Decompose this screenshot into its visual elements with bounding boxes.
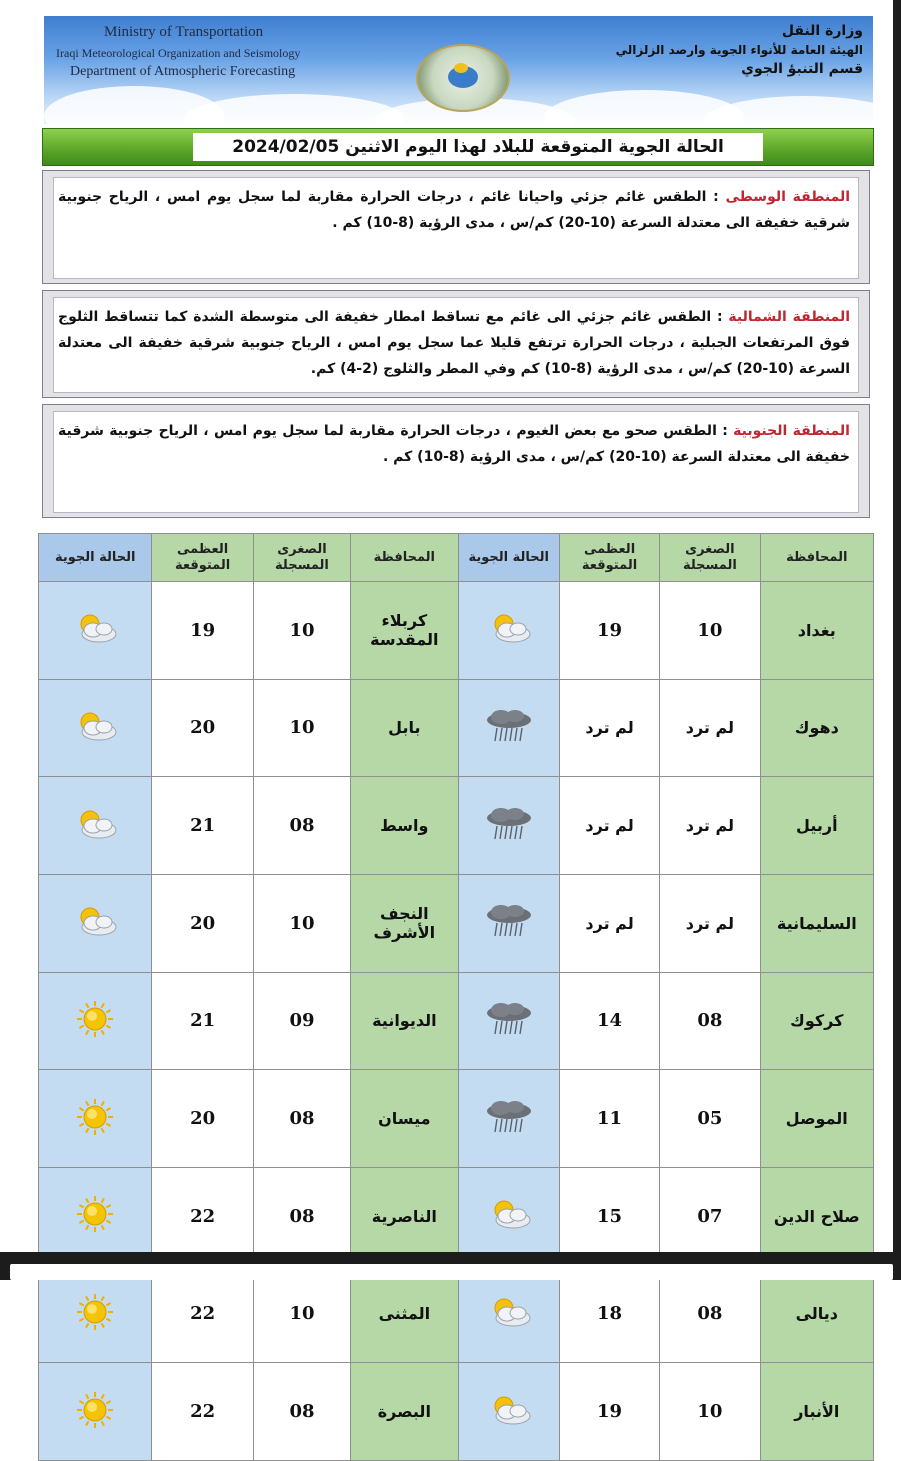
table-row: [39, 777, 874, 875]
table-row: [39, 582, 874, 680]
partly-cloudy-icon: [485, 1197, 533, 1235]
partly-cloudy-icon: [71, 611, 119, 649]
province-name: البصرة: [351, 1363, 458, 1461]
province-name: بابل: [351, 679, 458, 777]
max-temp: 20: [152, 1070, 253, 1168]
sun-icon: [75, 1097, 115, 1141]
province-name: بغداد: [760, 582, 873, 680]
partly-cloudy-icon: [71, 709, 119, 747]
header-max: العظمى المتوقعة: [152, 534, 253, 582]
max-temp: 15: [559, 1167, 659, 1265]
header-min: الصغرى المسجلة: [660, 534, 760, 582]
min-temp: 08: [660, 972, 760, 1070]
province-name: دهوك: [760, 679, 873, 777]
partly-cloudy-icon: [485, 1295, 533, 1333]
min-temp: 10: [660, 582, 760, 680]
department-name-ar: قسم التنبؤ الجوي: [741, 61, 863, 77]
ministry-name-ar: وزارة النقل: [781, 23, 863, 39]
max-temp: 14: [559, 972, 659, 1070]
header-province: المحافظة: [760, 534, 873, 582]
max-temp: 22: [152, 1265, 253, 1363]
min-temp: 07: [660, 1167, 760, 1265]
province-name: السليمانية: [760, 874, 873, 972]
frame-edge: [10, 1264, 893, 1280]
organization-name: Iraqi Meteorological Organization and Seismology: [56, 46, 301, 60]
max-temp: 20: [152, 874, 253, 972]
province-name: كركوك: [760, 972, 873, 1070]
header-province: المحافظة: [351, 534, 458, 582]
max-temp: لم ترد: [559, 679, 659, 777]
rain-cloud-icon: [483, 1001, 535, 1041]
sun-icon: [75, 1390, 115, 1434]
rain-cloud-icon: [483, 708, 535, 748]
max-temp: 22: [152, 1363, 253, 1461]
table-row: [39, 972, 874, 1070]
department-name: Department of Atmospheric Forecasting: [70, 64, 296, 79]
header-banner: [44, 16, 873, 124]
min-temp: 10: [253, 582, 350, 680]
region-text: الطقس صحو مع بعض الغيوم ، درجات الحرارة مقاربة لما سجل يوم امس ، الرياح جنوبية شرقية خفيفة الى معتدلة السرعة (10-20) كم/س ، مدى الرؤية (8-10) كم .: [58, 423, 850, 465]
min-temp: 08: [253, 1363, 350, 1461]
min-temp: 05: [660, 1070, 760, 1168]
region-text: الطقس غائم جزئي واحيانا غائم ، درجات الحرارة مقاربة لما سجل يوم امس ، الرياح جنوبية شرقية خفيفة الى معتدلة السرعة (10-20) كم/س ، مدى الرؤية (8-10) كم .: [58, 189, 850, 231]
province-name: واسط: [351, 777, 458, 875]
table-row: [39, 1363, 874, 1461]
region-text: الطقس غائم جزئي الى غائم مع تساقط امطار خفيفة الى متوسطة الشدة كما تتساقط الثلوج فوق المرتفعات الجبلية ، درجات الحرارة ترتفع قليلا عما سجل يوم امس ، الرياح جنوبية شرقية خفيفة الى معتدلة السرعة (10-20) كم/س ، مدى الرؤية (8-10) كم وفي المطر والثلوج (2-4) كم.: [58, 309, 850, 377]
max-temp: 21: [152, 972, 253, 1070]
header-max: العظمى المتوقعة: [559, 534, 659, 582]
min-temp: 10: [253, 679, 350, 777]
region-south: المنطقة الجنوبية : الطقس صحو مع بعض الغيوم ، درجات الحرارة مقاربة لما سجل يوم امس ، الرياح جنوبية شرقية خفيفة الى معتدلة السرعة (10-20) كم/س ، مدى الرؤية (8-10) كم .: [42, 404, 870, 518]
frame-edge: [893, 0, 901, 1280]
max-temp: 19: [152, 582, 253, 680]
min-temp: 08: [253, 1167, 350, 1265]
max-temp: 20: [152, 679, 253, 777]
page-title: الحالة الجوية المتوقعة للبلاد لهذا اليوم الاثنين 2024/02/05: [193, 133, 763, 161]
region-central: المنطقة الوسطى : الطقس غائم جزئي واحيانا غائم ، درجات الحرارة مقاربة لما سجل يوم امس ، الرياح جنوبية شرقية خفيفة الى معتدلة السرعة (10-20) كم/س ، مدى الرؤية (8-10) كم .: [42, 170, 870, 284]
min-temp: 10: [253, 1265, 350, 1363]
min-temp: 09: [253, 972, 350, 1070]
title-bar: [42, 128, 874, 166]
organization-name-ar: الهيئة العامة للأنواء الجوية وارصد الزلزالي: [615, 43, 863, 57]
max-temp: 19: [559, 1363, 659, 1461]
max-temp: 18: [559, 1265, 659, 1363]
sun-icon: [75, 1194, 115, 1238]
province-name: المثنى: [351, 1265, 458, 1363]
header-min: الصغرى المسجلة: [253, 534, 350, 582]
min-temp: 08: [253, 777, 350, 875]
rain-cloud-icon: [483, 806, 535, 846]
min-temp: لم ترد: [660, 777, 760, 875]
table-row: [39, 679, 874, 777]
header-weather: الحالة الجوية: [39, 534, 152, 582]
max-temp: 21: [152, 777, 253, 875]
max-temp: 19: [559, 582, 659, 680]
region-name: المنطقة الشمالية: [728, 309, 850, 325]
partly-cloudy-icon: [71, 904, 119, 942]
province-name: الأنبار: [760, 1363, 873, 1461]
province-name: كربلاء المقدسة: [351, 582, 458, 680]
header-weather: الحالة الجوية: [458, 534, 559, 582]
min-temp: لم ترد: [660, 679, 760, 777]
region-name: المنطقة الوسطى: [725, 189, 851, 205]
province-name: ديالى: [760, 1265, 873, 1363]
table-row: [39, 1070, 874, 1168]
ministry-name: Ministry of Transportation: [104, 24, 264, 40]
min-temp: 08: [253, 1070, 350, 1168]
max-temp: لم ترد: [559, 777, 659, 875]
partly-cloudy-icon: [485, 611, 533, 649]
rain-cloud-icon: [483, 1099, 535, 1139]
partly-cloudy-icon: [71, 807, 119, 845]
partly-cloudy-icon: [485, 1393, 533, 1431]
region-name: المنطقة الجنوبية: [733, 423, 850, 439]
max-temp: 11: [559, 1070, 659, 1168]
province-name: الناصرية: [351, 1167, 458, 1265]
table-header-row: [39, 534, 874, 582]
province-name: الديوانية: [351, 972, 458, 1070]
max-temp: لم ترد: [559, 874, 659, 972]
province-name: صلاح الدين: [760, 1167, 873, 1265]
province-name: النجف الأشرف: [351, 874, 458, 972]
min-temp: 10: [253, 874, 350, 972]
min-temp: 10: [660, 1363, 760, 1461]
province-name: أربيل: [760, 777, 873, 875]
table-row: [39, 1167, 874, 1265]
organization-logo-icon: [416, 44, 510, 112]
header-arabic: [603, 22, 863, 78]
table-row: [39, 874, 874, 972]
province-name: الموصل: [760, 1070, 873, 1168]
region-north: المنطقة الشمالية : الطقس غائم جزئي الى غائم مع تساقط امطار خفيفة الى متوسطة الشدة كما تتساقط الثلوج فوق المرتفعات الجبلية ، درجات الحرارة ترتفع قليلا عما سجل يوم امس ، الرياح جنوبية شرقية خفيفة الى معتدلة السرعة (10-20) كم/س ، مدى الرؤية (8-10) كم وفي المطر والثلوج (2-4) كم.: [42, 290, 870, 398]
min-temp: لم ترد: [660, 874, 760, 972]
sun-icon: [75, 999, 115, 1043]
min-temp: 08: [660, 1265, 760, 1363]
weather-table: [38, 533, 874, 1461]
sun-icon: [75, 1292, 115, 1336]
max-temp: 22: [152, 1167, 253, 1265]
rain-cloud-icon: [483, 903, 535, 943]
province-name: ميسان: [351, 1070, 458, 1168]
